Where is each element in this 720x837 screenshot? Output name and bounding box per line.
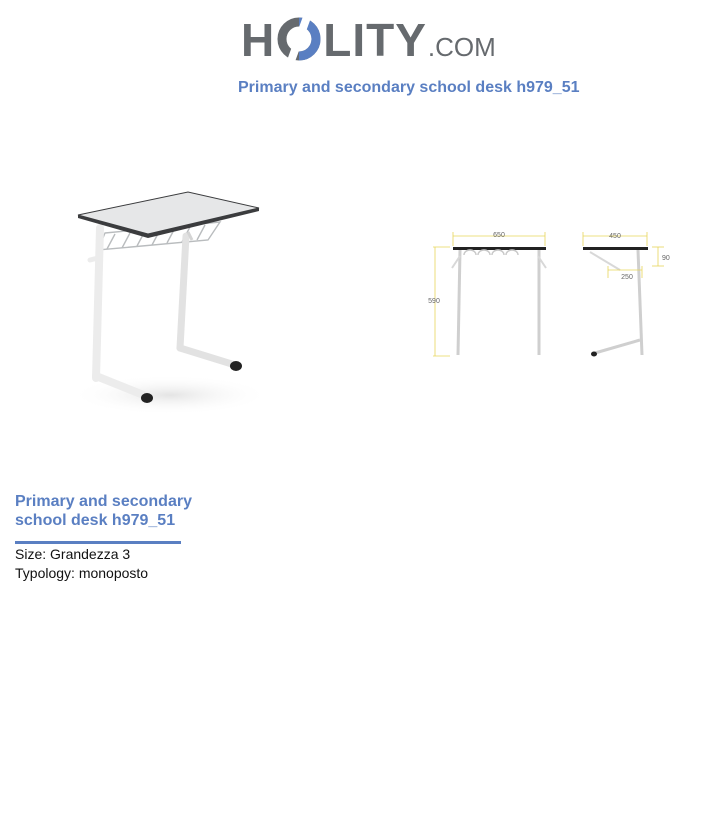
- spec-size: Size: Grandezza 3: [15, 546, 131, 562]
- side-view: [583, 232, 670, 357]
- product-photo: [60, 170, 290, 430]
- brand-logo[interactable]: [241, 10, 496, 70]
- dim-depth-label: 450: [609, 233, 621, 240]
- logo-letters-lity: LITY: [323, 14, 427, 66]
- page-title: Primary and secondary school desk h979_51: [238, 79, 580, 96]
- product-title: Primary and secondary school desk h979_51: [15, 493, 192, 529]
- dim-height-label: 590: [428, 298, 440, 305]
- holity-o-mark-icon: [276, 16, 322, 62]
- dim-top-offset-label: 90: [662, 255, 670, 262]
- dim-width-label: 650: [493, 232, 505, 239]
- title-divider: [15, 541, 181, 544]
- logo-letter-h: H: [241, 14, 276, 66]
- spec-typology: Typology: monoposto: [15, 565, 149, 581]
- dimension-drawing: [420, 222, 680, 367]
- logo-suffix: .COM: [427, 32, 496, 62]
- front-view: [428, 232, 546, 356]
- logo-wordmark: [241, 10, 496, 75]
- dim-leg-offset-label: 250: [621, 274, 633, 281]
